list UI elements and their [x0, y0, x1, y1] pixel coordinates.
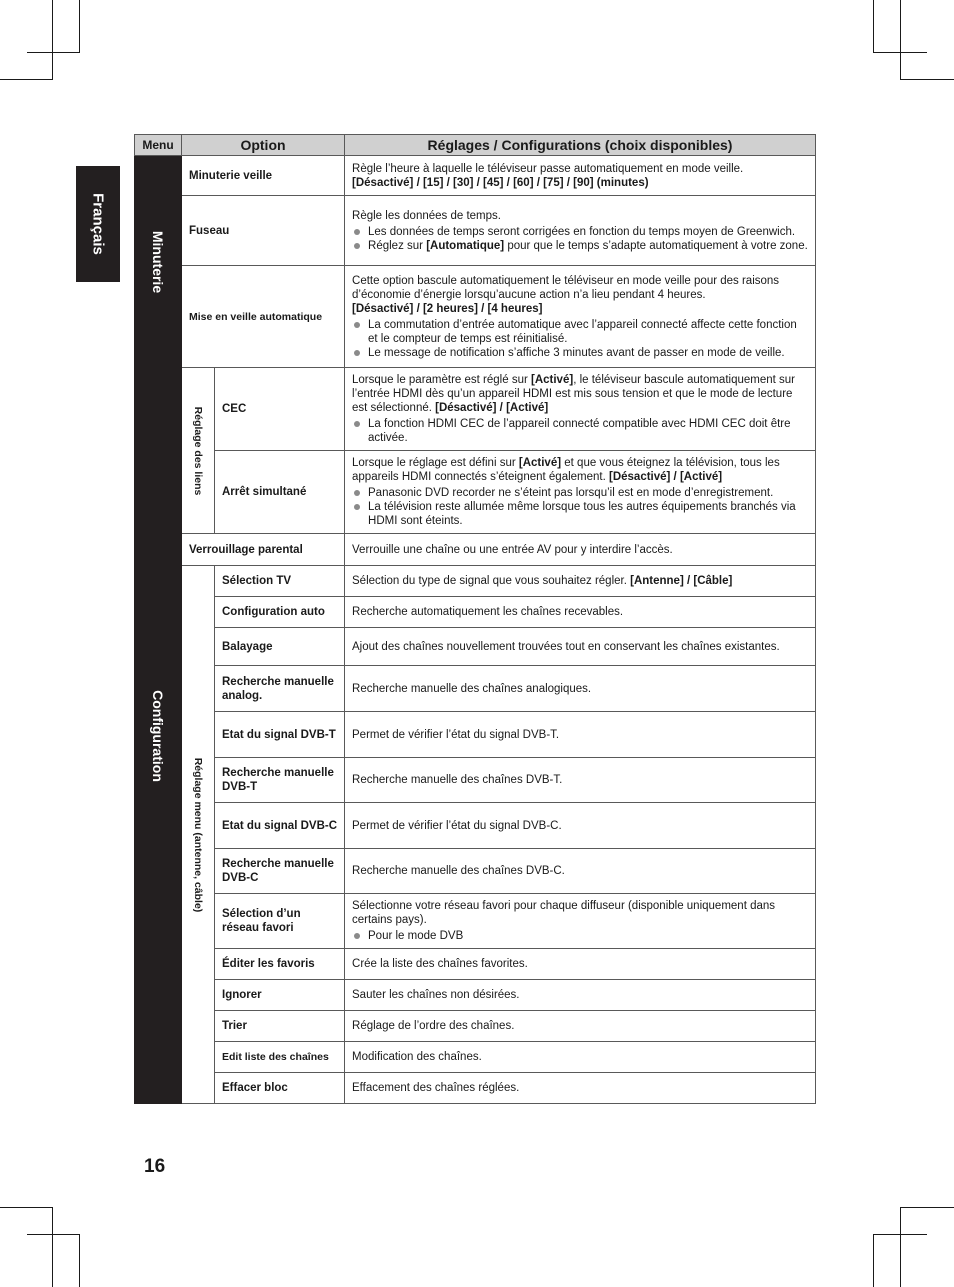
- list-item: La télévision reste allumée même lorsque tous les autres équipements branchés via HDMI sont éteints.: [352, 500, 808, 528]
- option-config-auto: Configuration auto: [215, 597, 345, 628]
- setting-selection-tv: Sélection du type de signal que vous souhaitez régler. [Antenne] / [Câble]: [345, 566, 816, 597]
- crop-mark: [0, 1207, 53, 1208]
- option-minuterie-veille: Minuterie veille: [182, 156, 345, 196]
- option-trier: Trier: [215, 1011, 345, 1042]
- table-row: [135, 949, 816, 980]
- setting-ignorer: Sauter les chaînes non désirées.: [345, 980, 816, 1011]
- list-item: Le message de notification s’affiche 3 minutes avant de passer en mode de veille.: [352, 346, 808, 360]
- settings-table: [134, 134, 816, 1104]
- crop-mark: [873, 1234, 874, 1287]
- option-selection-tv: Sélection TV: [215, 566, 345, 597]
- table-row: [135, 666, 816, 712]
- menu-configuration-label: Configuration: [150, 689, 166, 782]
- table-row: [135, 156, 816, 196]
- option-effacer-bloc: Effacer bloc: [215, 1073, 345, 1104]
- page-number: 16: [144, 1156, 166, 1177]
- setting-edit-liste: Modification des chaînes.: [345, 1042, 816, 1073]
- option-veille-auto: Mise en veille automatique: [182, 266, 345, 368]
- setting-veille-auto: Cette option bascule automatiquement le téléviseur en mode veille pour des raisons d’économie d’énergie lorsqu’aucune action n’a lieu pendant 4 heures. [Désactivé] / [2 heures] / [4 heures] La commutation d’entrée automatique avec l’appareil connecté affecte cette fonction et le compteur de temps est réinitialisé. Le message de notification s’affiche 3 minutes avant de passer en mode de veille.: [345, 266, 816, 368]
- list-item: La commutation d’entrée automatique avec l’appareil connecté affecte cette fonction et le compteur de temps est réinitialisé.: [352, 318, 808, 346]
- header-settings: Réglages / Configurations (choix disponibles): [345, 135, 816, 156]
- setting-editer-favoris: Crée la liste des chaînes favorites.: [345, 949, 816, 980]
- setting-arret-simultane: Lorsque le réglage est défini sur [Activé] et que vous éteignez la télévision, tous les appareils HDMI connectés s’éteignent également. [Désactivé] / [Activé] Panasonic DVD recorder ne s’éteint pas lorsqu’il est en mode d’enregistrement. La télévision reste allumée même lorsque tous les autres équipements branchés via HDMI sont éteints.: [345, 451, 816, 534]
- table-row: [135, 894, 816, 949]
- crop-mark: [900, 1207, 954, 1208]
- crop-mark: [873, 0, 874, 53]
- option-editer-favoris: Éditer les favoris: [215, 949, 345, 980]
- list-item: La fonction HDMI CEC de l’appareil connecté compatible avec HDMI CEC doit être activée.: [352, 417, 808, 445]
- crop-mark: [27, 52, 80, 53]
- list-item: Panasonic DVD recorder ne s’éteint pas lorsqu’il est en mode d’enregistrement.: [352, 486, 808, 500]
- table-row: [135, 368, 816, 451]
- crop-mark: [900, 79, 954, 80]
- table-row: [135, 1011, 816, 1042]
- table-row: [135, 566, 816, 597]
- header-option: Option: [182, 135, 345, 156]
- crop-mark: [52, 1207, 53, 1287]
- setting-etat-dvbc: Permet de vérifier l’état du signal DVB-C.: [345, 803, 816, 849]
- setting-recherche-dvbt: Recherche manuelle des chaînes DVB-T.: [345, 758, 816, 803]
- table-row: [135, 597, 816, 628]
- option-cec: CEC: [215, 368, 345, 451]
- submenu-reglage-liens-label: Réglage des liens: [192, 406, 204, 495]
- option-ignorer: Ignorer: [215, 980, 345, 1011]
- language-tab: [76, 166, 120, 282]
- setting-cec: Lorsque le paramètre est réglé sur [Activé], le téléviseur bascule automatiquement sur l’entrée HDMI dès qu’un appareil HDMI est mis sous tension et que le mode de lecture est sélectionné. [Désactivé] / [Activé] La fonction HDMI CEC de l’appareil connecté compatible avec HDMI CEC doit être activée.: [345, 368, 816, 451]
- setting-minuterie-veille: Règle l’heure à laquelle le téléviseur passe automatiquement en mode veille. [Désactivé] / [15] / [30] / [45] / [60] / [75] / [90] (minutes): [345, 156, 816, 196]
- option-verrouillage: Verrouillage parental: [182, 534, 345, 566]
- option-recherche-dvbc: Recherche manuelle DVB-C: [215, 849, 345, 894]
- option-reseau-favori: Sélection d’un réseau favori: [215, 894, 345, 949]
- setting-balayage: Ajout des chaînes nouvellement trouvées tout en conservant les chaînes existantes.: [345, 628, 816, 666]
- option-edit-liste: Edit liste des chaînes: [215, 1042, 345, 1073]
- list-item: Réglez sur [Automatique] pour que le temps s’adapte automatiquement à votre zone.: [352, 239, 808, 253]
- setting-recherche-analog: Recherche manuelle des chaînes analogiques.: [345, 666, 816, 712]
- table-row: [135, 534, 816, 566]
- option-etat-dvbt: Etat du signal DVB-T: [215, 712, 345, 758]
- option-etat-dvbc: Etat du signal DVB-C: [215, 803, 345, 849]
- crop-mark: [0, 79, 53, 80]
- table-row: [135, 1073, 816, 1104]
- setting-fuseau: Règle les données de temps. Les données de temps seront corrigées en fonction du temps moyen de Greenwich. Réglez sur [Automatique] pour que le temps s’adapte automatiquement à votre zone.: [345, 196, 816, 266]
- table-row: [135, 712, 816, 758]
- table-row: [135, 196, 816, 266]
- table-header-row: [135, 135, 816, 156]
- setting-reseau-favori: Sélectionne votre réseau favori pour chaque diffuseur (disponible uniquement dans certains pays). Pour le mode DVB: [345, 894, 816, 949]
- menu-minuterie-label: Minuterie: [150, 230, 166, 293]
- crop-mark: [27, 1234, 80, 1235]
- table-row: [135, 803, 816, 849]
- menu-minuterie: [135, 156, 182, 368]
- setting-etat-dvbt: Permet de vérifier l’état du signal DVB-T.: [345, 712, 816, 758]
- submenu-reglage-liens: [182, 368, 215, 534]
- crop-mark: [900, 0, 901, 80]
- table-row: [135, 266, 816, 368]
- header-menu: Menu: [135, 135, 182, 156]
- table-row: [135, 980, 816, 1011]
- submenu-reglage-menu: [182, 566, 215, 1104]
- option-balayage: Balayage: [215, 628, 345, 666]
- crop-mark: [79, 1234, 80, 1287]
- crop-mark: [874, 1234, 927, 1235]
- setting-recherche-dvbc: Recherche manuelle des chaînes DVB-C.: [345, 849, 816, 894]
- option-fuseau: Fuseau: [182, 196, 345, 266]
- setting-verrouillage: Verrouille une chaîne ou une entrée AV pour y interdire l’accès.: [345, 534, 816, 566]
- crop-mark: [874, 52, 927, 53]
- list-item: Pour le mode DVB: [352, 929, 808, 943]
- table-row: [135, 758, 816, 803]
- setting-config-auto: Recherche automatiquement les chaînes recevables.: [345, 597, 816, 628]
- crop-mark: [52, 0, 53, 80]
- table-row: [135, 849, 816, 894]
- option-arret-simultane: Arrêt simultané: [215, 451, 345, 534]
- option-recherche-dvbt: Recherche manuelle DVB-T: [215, 758, 345, 803]
- language-tab-label: Français: [89, 193, 107, 255]
- list-item: Les données de temps seront corrigées en fonction du temps moyen de Greenwich.: [352, 225, 808, 239]
- option-recherche-analog: Recherche manuelle analog.: [215, 666, 345, 712]
- setting-trier: Réglage de l’ordre des chaînes.: [345, 1011, 816, 1042]
- submenu-reglage-menu-label: Réglage menu (antenne, câble): [192, 757, 204, 912]
- setting-effacer-bloc: Effacement des chaînes réglées.: [345, 1073, 816, 1104]
- menu-configuration: [135, 368, 182, 1104]
- table-row: [135, 628, 816, 666]
- table-row: [135, 1042, 816, 1073]
- table-row: [135, 451, 816, 534]
- crop-mark: [900, 1207, 901, 1287]
- crop-mark: [79, 0, 80, 53]
